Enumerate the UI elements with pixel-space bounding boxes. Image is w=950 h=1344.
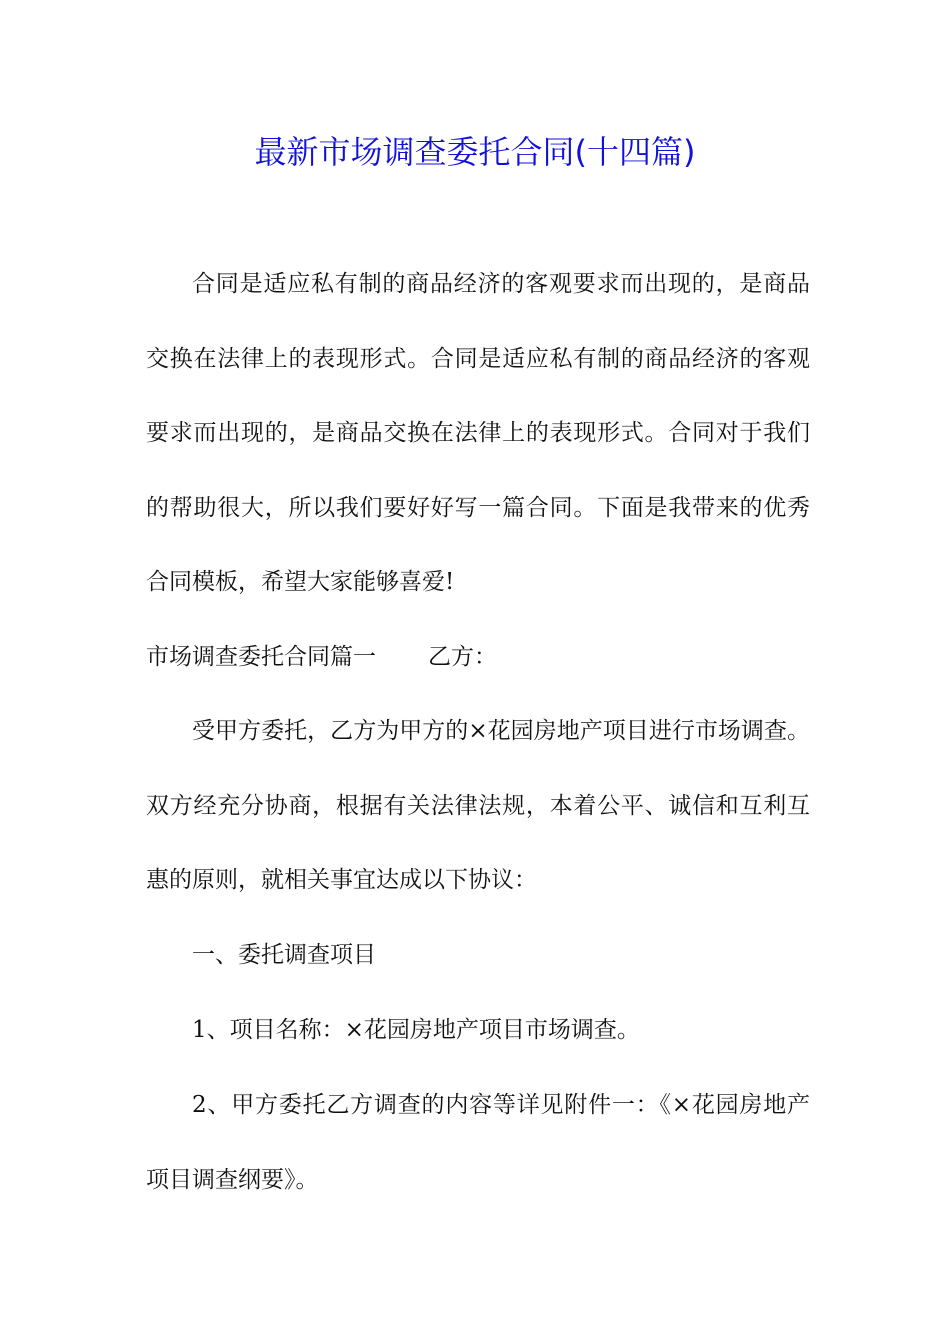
- clause-heading: 一、委托调查项目: [192, 942, 376, 968]
- party-b-label: 乙方：: [428, 644, 497, 670]
- agreement-paragraph: 受甲方委托，乙方为甲方的×花园房地产项目进行市场调查。双方经充分协商，根据有关法律法规，本着公平、诚信和互利互惠的原则，就相关事宜达成以下协议：: [146, 718, 810, 893]
- item-2: 2、甲方委托乙方调查的内容等详见附件一：《×花园房地产项目调查纲要》。: [146, 1092, 810, 1193]
- document-title: 最新市场调查委托合同(十四篇): [254, 133, 696, 171]
- intro-paragraph: 合同是适应私有制的商品经济的客观要求而出现的，是商品交换在法律上的表现形式。合同是适应私有制的商品经济的客观要求而出现的，是商品交换在法律上的表现形式。合同对于我们的帮助很大，所以我们要好好写一篇合同。下面是我带来的优秀合同模板，希望大家能够喜爱!: [146, 271, 810, 595]
- section-heading: 市场调查委托合同篇一: [146, 644, 376, 670]
- item-1: 1、项目名称：×花园房地产项目市场调查。: [192, 1017, 640, 1043]
- section-heading-line: [146, 620, 810, 695]
